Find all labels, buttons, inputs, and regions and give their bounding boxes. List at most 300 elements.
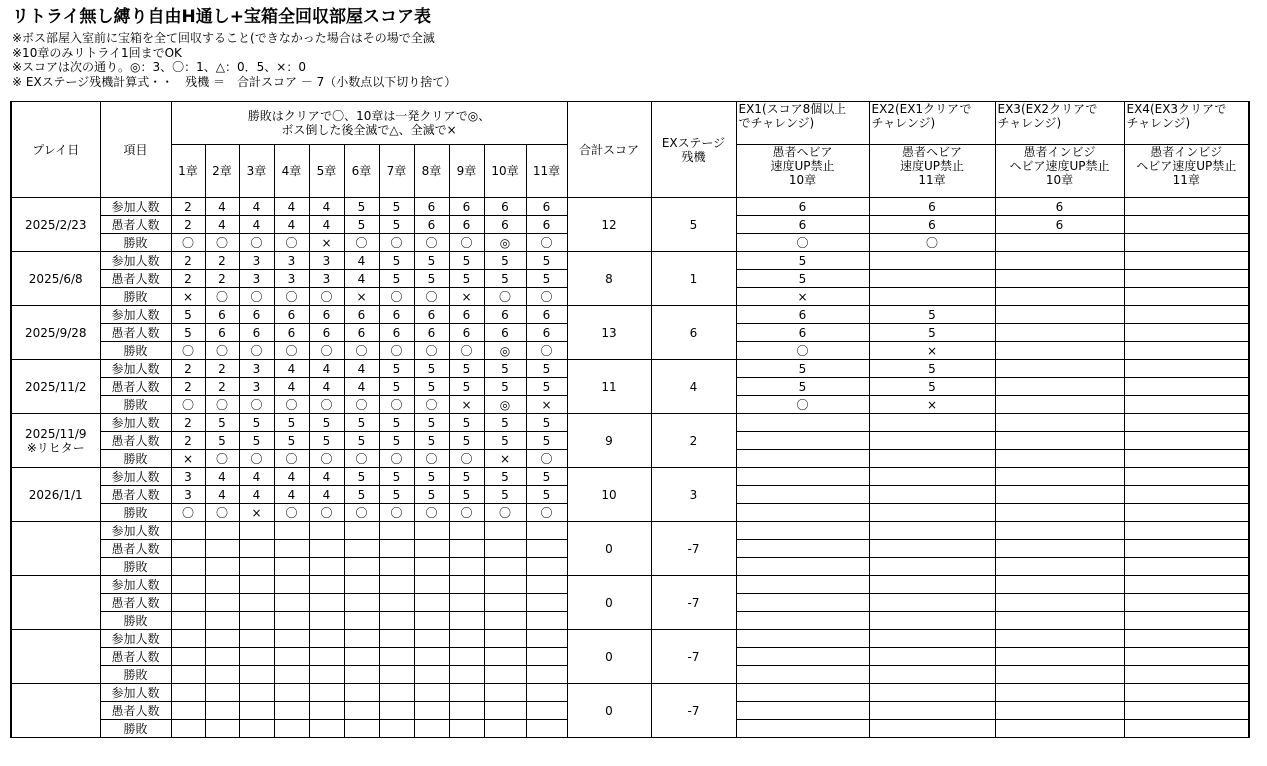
chapter-cell: 6 (449, 324, 484, 342)
total-score-cell: 9 (567, 414, 651, 468)
header-ex1-condition-line3: 10章 (788, 173, 817, 187)
ex1-cell: 5 (736, 360, 869, 378)
chapter-cell: 〇 (379, 450, 414, 468)
header-chapter-7: 7章 (379, 145, 414, 198)
chapter-cell: 6 (239, 306, 274, 324)
play-date-cell (11, 630, 100, 684)
ex2-cell (869, 450, 995, 468)
chapter-cell: 〇 (309, 450, 344, 468)
chapter-cell: 〇 (239, 342, 274, 360)
header-date: プレイ日 (11, 102, 100, 198)
chapter-cell (379, 666, 414, 684)
chapter-cell (239, 612, 274, 630)
ex1-cell: 〇 (736, 396, 869, 414)
chapter-cell: × (526, 396, 567, 414)
total-score-cell: 0 (567, 684, 651, 738)
row-label: 勝敗 (100, 234, 171, 252)
total-score-cell: 0 (567, 576, 651, 630)
chapter-cell: 6 (414, 306, 449, 324)
chapter-cell: 3 (239, 360, 274, 378)
chapter-cell (414, 720, 449, 738)
header-ex4-title-line2: チャレンジ) (1126, 116, 1191, 130)
ex4-cell (1124, 684, 1249, 702)
table-row (11, 360, 1249, 378)
chapter-cell (526, 522, 567, 540)
row-label: 愚者人数 (100, 324, 171, 342)
chapter-cell (414, 702, 449, 720)
chapter-cell: 6 (526, 216, 567, 234)
chapter-cell (309, 630, 344, 648)
chapter-cell: 5 (449, 360, 484, 378)
row-label: 愚者人数 (100, 270, 171, 288)
chapter-cell: 3 (309, 270, 344, 288)
chapter-cell (526, 666, 567, 684)
chapter-cell: 4 (274, 360, 309, 378)
chapter-cell: 5 (449, 252, 484, 270)
chapter-cell: 〇 (379, 288, 414, 306)
ex3-cell (995, 288, 1124, 306)
chapter-cell (379, 648, 414, 666)
chapter-cell (274, 720, 309, 738)
ex4-cell (1124, 396, 1249, 414)
ex2-cell (869, 504, 995, 522)
ex4-cell (1124, 432, 1249, 450)
chapter-cell: 4 (205, 486, 239, 504)
chapter-cell (274, 612, 309, 630)
ex2-cell (869, 702, 995, 720)
chapter-cell (205, 630, 239, 648)
ex1-cell: 〇 (736, 234, 869, 252)
chapter-cell (449, 702, 484, 720)
ex2-cell (869, 684, 995, 702)
ex-lives-cell: 6 (651, 306, 736, 360)
ex4-cell (1124, 324, 1249, 342)
header-item: 項目 (100, 102, 171, 198)
ex2-cell: 5 (869, 306, 995, 324)
row-label: 勝敗 (100, 288, 171, 306)
header-total-score: 合計スコア (567, 102, 651, 198)
ex4-cell (1124, 576, 1249, 594)
total-score-cell: 8 (567, 252, 651, 306)
header-chapter-10: 10章 (484, 145, 526, 198)
chapter-cell (379, 522, 414, 540)
chapter-cell: 5 (449, 468, 484, 486)
chapter-cell: 5 (344, 432, 379, 450)
chapter-cell (484, 720, 526, 738)
chapter-cell (309, 648, 344, 666)
chapter-cell: 6 (309, 324, 344, 342)
row-label: 愚者人数 (100, 702, 171, 720)
chapter-cell (239, 684, 274, 702)
page-title: リトライ無し縛り自由H通し+宝箱全回収部屋スコア表 (12, 7, 431, 27)
chapter-cell: 5 (484, 432, 526, 450)
chapter-cell: 〇 (414, 396, 449, 414)
ex4-cell (1124, 360, 1249, 378)
header-chapter-9: 9章 (449, 145, 484, 198)
total-score-cell: 12 (567, 198, 651, 252)
chapter-cell (379, 594, 414, 612)
ex-lives-cell: -7 (651, 630, 736, 684)
ex4-cell (1124, 666, 1249, 684)
chapter-cell: 6 (379, 324, 414, 342)
chapter-cell: 〇 (344, 234, 379, 252)
ex3-cell (995, 702, 1124, 720)
table-row (11, 522, 1249, 540)
header-ex1-title (736, 102, 869, 145)
row-label: 勝敗 (100, 612, 171, 630)
chapter-cell: 4 (309, 216, 344, 234)
chapter-cell: 〇 (239, 234, 274, 252)
ex2-cell (869, 666, 995, 684)
chapter-cell (274, 540, 309, 558)
header-ex2-condition-line3: 11章 (918, 173, 946, 187)
chapter-cell: 5 (414, 468, 449, 486)
chapter-cell: 〇 (526, 342, 567, 360)
header-ex4-condition (1124, 145, 1249, 198)
chapter-cell (205, 576, 239, 594)
chapter-cell: 5 (526, 270, 567, 288)
chapter-cell (449, 558, 484, 576)
ex2-cell: 5 (869, 360, 995, 378)
chapter-cell: 6 (344, 324, 379, 342)
play-date-cell (11, 576, 100, 630)
header-result-rule (171, 102, 567, 145)
chapter-cell (205, 612, 239, 630)
ex3-cell (995, 666, 1124, 684)
ex1-cell: 6 (736, 216, 869, 234)
chapter-cell: ◎ (484, 396, 526, 414)
ex2-cell: 〇 (869, 234, 995, 252)
chapter-cell (344, 540, 379, 558)
ex3-cell (995, 612, 1124, 630)
ex3-cell (995, 558, 1124, 576)
chapter-cell: 6 (414, 198, 449, 216)
chapter-cell (379, 576, 414, 594)
score-table (10, 101, 1250, 738)
ex2-cell (869, 648, 995, 666)
header-chapter-2: 2章 (205, 145, 239, 198)
chapter-cell: 4 (309, 486, 344, 504)
chapter-cell: 4 (274, 486, 309, 504)
ex2-cell: 6 (869, 216, 995, 234)
ex3-cell (995, 342, 1124, 360)
chapter-cell (171, 594, 205, 612)
chapter-cell (344, 648, 379, 666)
chapter-cell (379, 612, 414, 630)
chapter-cell (309, 558, 344, 576)
chapter-cell (414, 684, 449, 702)
chapter-cell: 〇 (309, 504, 344, 522)
chapter-cell (344, 666, 379, 684)
ex3-cell (995, 594, 1124, 612)
chapter-cell: 2 (205, 360, 239, 378)
table-row (11, 576, 1249, 594)
chapter-cell (205, 684, 239, 702)
chapter-cell (239, 702, 274, 720)
chapter-cell (379, 540, 414, 558)
chapter-cell: 6 (526, 198, 567, 216)
ex2-cell: 6 (869, 198, 995, 216)
chapter-cell: 2 (171, 198, 205, 216)
chapter-cell: 〇 (526, 504, 567, 522)
ex3-cell: 6 (995, 216, 1124, 234)
chapter-cell: 6 (239, 324, 274, 342)
header-ex-lives-line2: 残機 (681, 149, 706, 164)
chapter-cell: 6 (414, 216, 449, 234)
chapter-cell (309, 540, 344, 558)
chapter-cell: 〇 (274, 396, 309, 414)
header-ex4-condition-line3: 11章 (1172, 173, 1200, 187)
rules-notes (12, 31, 456, 89)
ex3-cell (995, 576, 1124, 594)
chapter-cell: 6 (484, 198, 526, 216)
ex1-cell: 〇 (736, 342, 869, 360)
header-ex1-title-line1: EX1(スコア8個以上 (738, 102, 847, 116)
ex1-cell: 6 (736, 324, 869, 342)
chapter-cell (171, 522, 205, 540)
chapter-cell: 6 (379, 306, 414, 324)
chapter-cell (449, 522, 484, 540)
ex3-cell: 6 (995, 198, 1124, 216)
chapter-cell: 5 (344, 486, 379, 504)
chapter-cell: 〇 (274, 450, 309, 468)
chapter-cell: 5 (484, 486, 526, 504)
chapter-cell: × (449, 288, 484, 306)
ex2-cell (869, 414, 995, 432)
chapter-cell (205, 702, 239, 720)
play-date-line1: 2025/11/9 (24, 426, 87, 441)
ex2-cell (869, 612, 995, 630)
chapter-cell: 3 (309, 252, 344, 270)
chapter-cell (526, 684, 567, 702)
ex3-cell (995, 522, 1124, 540)
play-date-line2: ※リヒター (26, 440, 85, 455)
chapter-cell: 2 (171, 378, 205, 396)
ex3-cell (995, 360, 1124, 378)
chapter-cell: 5 (239, 414, 274, 432)
chapter-cell (449, 666, 484, 684)
chapter-cell: 〇 (171, 504, 205, 522)
chapter-cell: 〇 (171, 234, 205, 252)
chapter-cell: 5 (526, 378, 567, 396)
note-line: ※ EXステージ残機計算式・・ 残機 ＝ 合計スコア － 7（小数点以下切り捨て） (12, 74, 457, 89)
header-ex1-title-line2: でチャレンジ) (738, 116, 815, 130)
chapter-cell (484, 612, 526, 630)
chapter-cell: 5 (526, 468, 567, 486)
chapter-cell: 5 (239, 432, 274, 450)
chapter-cell: 5 (414, 360, 449, 378)
header-ex4-title (1124, 102, 1249, 145)
header-chapter-1: 1章 (171, 145, 205, 198)
chapter-cell: ◎ (484, 342, 526, 360)
chapter-cell: 〇 (239, 288, 274, 306)
chapter-cell: 5 (379, 378, 414, 396)
chapter-cell (449, 684, 484, 702)
row-label: 愚者人数 (100, 378, 171, 396)
play-date-cell (11, 468, 100, 522)
total-score-cell: 0 (567, 630, 651, 684)
ex4-cell (1124, 702, 1249, 720)
chapter-cell (205, 666, 239, 684)
chapter-cell (205, 594, 239, 612)
chapter-cell (344, 684, 379, 702)
row-label: 愚者人数 (100, 486, 171, 504)
chapter-cell: 〇 (239, 450, 274, 468)
ex1-cell (736, 648, 869, 666)
row-label: 参加人数 (100, 306, 171, 324)
chapter-cell (274, 594, 309, 612)
chapter-cell: 5 (484, 468, 526, 486)
ex1-cell (736, 630, 869, 648)
chapter-cell: × (449, 396, 484, 414)
play-date-cell (11, 252, 100, 306)
chapter-cell (239, 630, 274, 648)
chapter-cell (449, 648, 484, 666)
total-score-cell: 0 (567, 522, 651, 576)
row-label: 参加人数 (100, 198, 171, 216)
chapter-cell: 5 (344, 216, 379, 234)
chapter-cell: 4 (309, 198, 344, 216)
chapter-cell (484, 702, 526, 720)
chapter-cell: 4 (239, 486, 274, 504)
chapter-cell: 4 (205, 468, 239, 486)
ex3-cell (995, 270, 1124, 288)
chapter-cell (274, 576, 309, 594)
chapter-cell: 〇 (344, 342, 379, 360)
chapter-cell: 5 (379, 414, 414, 432)
chapter-cell (171, 648, 205, 666)
chapter-cell (526, 720, 567, 738)
ex4-cell (1124, 720, 1249, 738)
chapter-cell: 〇 (205, 288, 239, 306)
chapter-cell: 2 (171, 432, 205, 450)
row-label: 勝敗 (100, 666, 171, 684)
chapter-cell: 4 (205, 216, 239, 234)
chapter-cell (344, 522, 379, 540)
chapter-cell: 5 (414, 252, 449, 270)
chapter-cell: 5 (171, 324, 205, 342)
ex1-cell (736, 666, 869, 684)
chapter-cell: 〇 (414, 288, 449, 306)
ex1-cell: 5 (736, 270, 869, 288)
chapter-cell (484, 576, 526, 594)
row-label: 参加人数 (100, 576, 171, 594)
chapter-cell: 3 (171, 486, 205, 504)
ex3-cell (995, 378, 1124, 396)
chapter-cell: 5 (274, 414, 309, 432)
ex3-cell (995, 540, 1124, 558)
chapter-cell (414, 540, 449, 558)
chapter-cell: 5 (344, 198, 379, 216)
note-line: ※10章のみリトライ1回までOK (12, 45, 182, 60)
chapter-cell (484, 522, 526, 540)
chapter-cell: 〇 (274, 504, 309, 522)
chapter-cell: 〇 (344, 450, 379, 468)
chapter-cell (344, 612, 379, 630)
ex3-cell (995, 396, 1124, 414)
chapter-cell: 6 (344, 306, 379, 324)
chapter-cell (526, 576, 567, 594)
chapter-cell (205, 648, 239, 666)
header-ex2-condition-line1: 愚者ヘビア (901, 145, 962, 159)
ex-lives-cell: 5 (651, 198, 736, 252)
ex1-cell (736, 720, 869, 738)
ex2-cell (869, 540, 995, 558)
chapter-cell (414, 630, 449, 648)
ex3-cell (995, 324, 1124, 342)
ex3-cell (995, 468, 1124, 486)
header-ex4-title-line1: EX4(EX3クリアで (1126, 102, 1227, 116)
ex1-cell (736, 468, 869, 486)
ex1-cell (736, 612, 869, 630)
chapter-cell: 2 (171, 252, 205, 270)
ex2-cell (869, 576, 995, 594)
chapter-cell: 5 (484, 414, 526, 432)
ex4-cell (1124, 612, 1249, 630)
header-ex3-condition-line1: 愚者インビジ (1023, 145, 1096, 159)
chapter-cell: 3 (239, 270, 274, 288)
row-label: 愚者人数 (100, 594, 171, 612)
chapter-cell (239, 720, 274, 738)
ex1-cell (736, 486, 869, 504)
chapter-cell: 5 (484, 360, 526, 378)
chapter-cell: 5 (379, 432, 414, 450)
chapter-cell: 4 (309, 468, 344, 486)
row-label: 参加人数 (100, 360, 171, 378)
chapter-cell (171, 720, 205, 738)
ex2-cell: × (869, 396, 995, 414)
chapter-cell (274, 648, 309, 666)
chapter-cell: 5 (414, 432, 449, 450)
chapter-cell: 6 (449, 216, 484, 234)
chapter-cell: 5 (526, 360, 567, 378)
chapter-cell (449, 540, 484, 558)
chapter-cell (171, 576, 205, 594)
ex2-cell (869, 522, 995, 540)
chapter-cell (344, 630, 379, 648)
chapter-cell: 〇 (205, 234, 239, 252)
ex4-cell (1124, 252, 1249, 270)
play-date-line1: 2025/9/28 (24, 325, 87, 340)
chapter-cell (526, 612, 567, 630)
chapter-cell: 6 (274, 324, 309, 342)
chapter-cell (526, 558, 567, 576)
chapter-cell: 6 (205, 306, 239, 324)
ex3-cell (995, 414, 1124, 432)
ex3-cell (995, 504, 1124, 522)
chapter-cell: 〇 (484, 288, 526, 306)
header-ex1-condition-line1: 愚者ヘビア (772, 145, 833, 159)
chapter-cell (414, 666, 449, 684)
chapter-cell (526, 630, 567, 648)
chapter-cell: 4 (274, 378, 309, 396)
chapter-cell: × (171, 450, 205, 468)
play-date-cell (11, 360, 100, 414)
chapter-cell: 2 (205, 270, 239, 288)
chapter-cell (309, 576, 344, 594)
ex-lives-cell: 1 (651, 252, 736, 306)
chapter-cell: 5 (414, 486, 449, 504)
chapter-cell: 〇 (414, 234, 449, 252)
ex3-cell (995, 306, 1124, 324)
header-ex3-title-line2: チャレンジ) (997, 116, 1062, 130)
ex1-cell: 5 (736, 378, 869, 396)
chapter-cell: 3 (239, 378, 274, 396)
ex1-cell (736, 702, 869, 720)
chapter-cell: 4 (239, 216, 274, 234)
ex4-cell (1124, 234, 1249, 252)
chapter-cell (309, 684, 344, 702)
